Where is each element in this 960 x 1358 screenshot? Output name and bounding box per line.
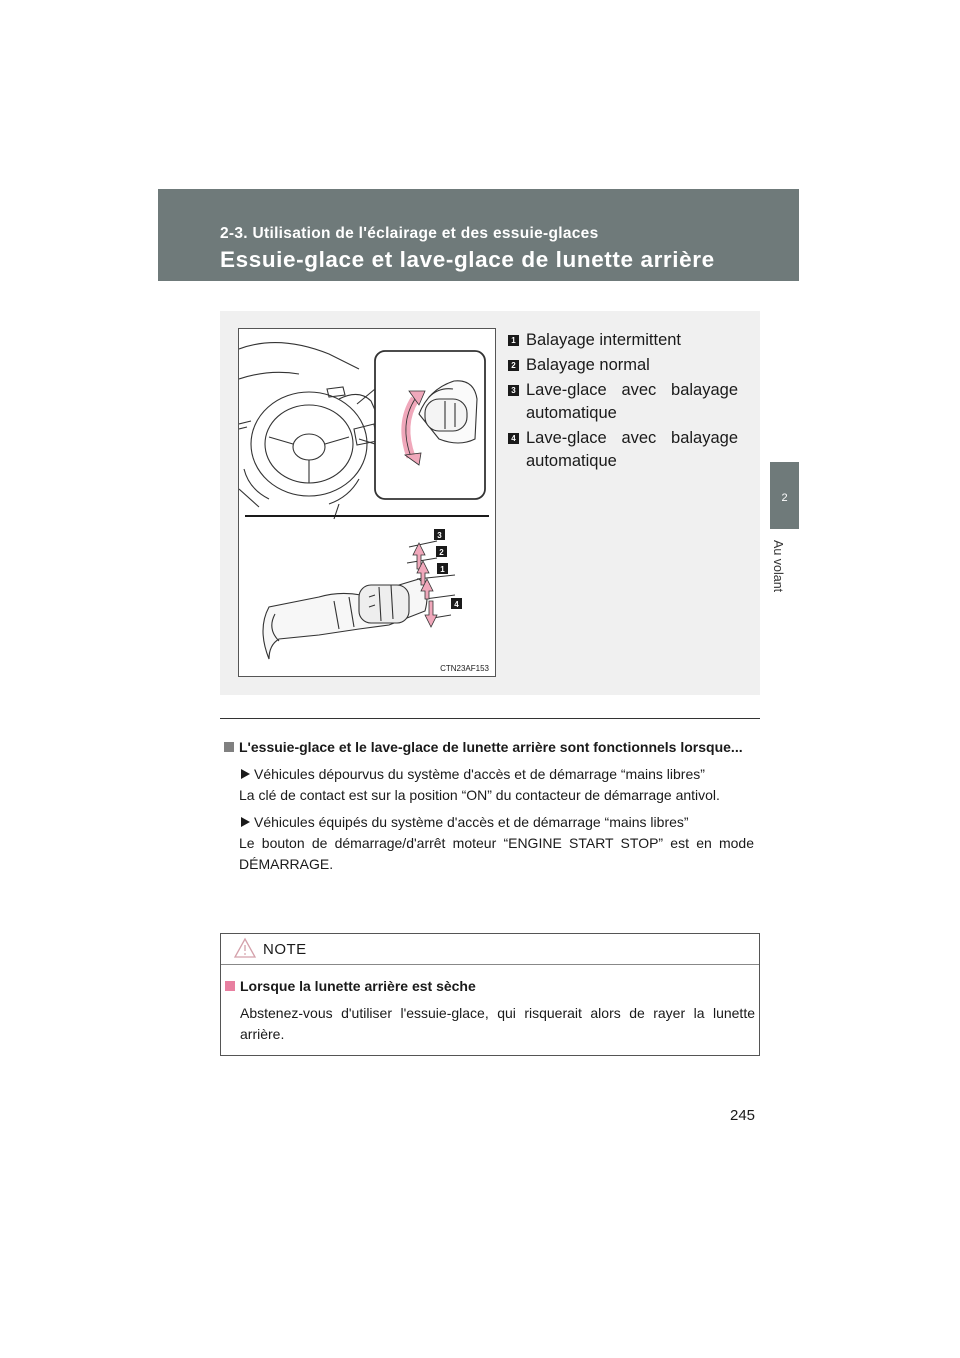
legend-text: Balayage intermittent [526,331,682,349]
callout-4: 4 [454,600,459,609]
figure-legend [508,329,738,475]
section-divider [220,718,760,719]
chapter-label-vertical [772,540,798,610]
note-label: NOTE [263,941,307,958]
section-heading: L'essuie-glace et le lave-glace de lunette arrière sont fonctionnels lorsque... [224,737,754,758]
warning-triangle-icon [233,937,257,959]
note-content [225,976,755,1045]
chapter-label: Au volant [771,540,785,593]
callout-1: 1 [440,565,445,574]
figure-code: CTN23AF153 [440,664,489,673]
chapter-tab [770,462,799,529]
triangle-bullet-icon [241,769,250,779]
note-text: Abstenez-vous d'utiliser l'essuie-glace, qui risquerait alors de rayer la lunette arrière. [240,1005,755,1042]
legend-number: 2 [508,360,519,371]
operating-conditions [224,737,754,875]
legend-item-1 [508,329,738,352]
triangle-bullet-icon [241,817,250,827]
section-subtitle: 2-3. Utilisation de l'éclairage et des essuie-glaces [220,225,599,242]
legend-number: 4 [508,433,519,444]
legend-number: 3 [508,385,519,396]
wiper-lever-drawing [239,329,495,676]
page-number: 245 [730,1107,756,1124]
note-box [220,933,760,1056]
page-title: Essuie-glace et lave-glace de lunette arrière [220,247,715,272]
section-header [158,189,799,281]
note-heading: Lorsque la lunette arrière est sèche [225,976,755,997]
wiper-illustration [238,328,496,677]
condition-text: Le bouton de démarrage/d'arrêt moteur “ENGINE START STOP” est en mode DÉMARRAGE. [239,835,754,872]
condition-line: Véhicules dépourvus du système d'accès et de démarrage “mains libres” [224,764,754,785]
legend-item-4 [508,427,738,473]
callout-2: 2 [439,548,444,557]
callout-3: 3 [437,531,442,540]
legend-item-2 [508,354,738,377]
legend-number: 1 [508,335,519,346]
legend-text: Balayage normal [526,356,650,374]
square-bullet-icon [224,742,234,752]
legend-text: Lave-glace avec balayage automatique [526,429,738,470]
legend-text: Lave-glace avec balayage automatique [526,381,738,422]
note-header [221,934,759,965]
condition-line: Véhicules équipés du système d'accès et de démarrage “mains libres” [224,812,754,833]
condition-text: La clé de contact est sur la position “ON” du contacteur de démarrage antivol. [239,787,720,803]
square-bullet-icon [225,981,235,991]
legend-item-3 [508,379,738,425]
chapter-number: 2 [781,492,788,504]
